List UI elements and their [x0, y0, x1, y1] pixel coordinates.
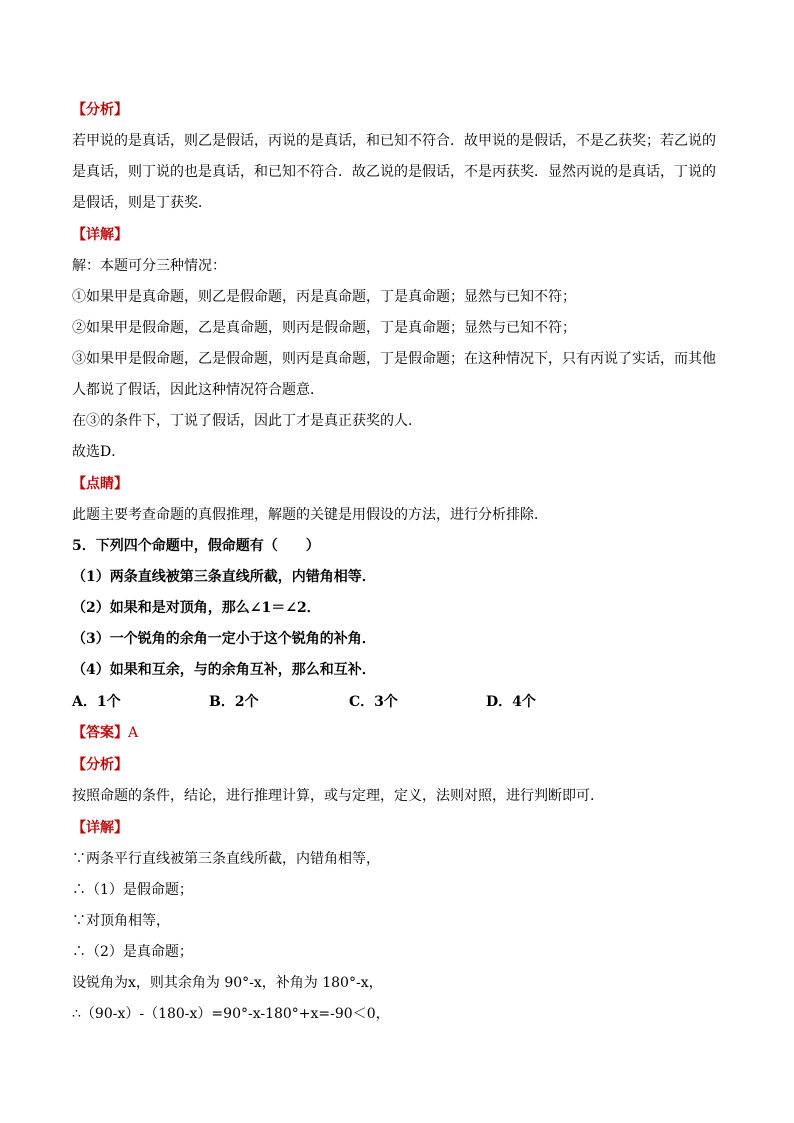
comment-text: 此题主要考查命题的真假推理，解题的关键是用假设的方法，进行分析排除． — [72, 507, 548, 523]
analysis-heading: 【分析】 — [72, 102, 128, 118]
analysis-line-2: 是真话，则丁说的也是真话，和已知不符合．故乙说的是假话，不是丙获奖．显然丙说的是真话，丁说的 — [72, 164, 716, 180]
answer-label: 【答案】 — [72, 725, 128, 741]
detail-line-4: ③如果甲是假命题，乙是假命题，则丙是真命题，丁是假命题；在这种情况下，只有丙说了实话，而其他 — [72, 351, 716, 367]
q5-detail-line-2: ∴（1）是假命题； — [72, 882, 193, 898]
detail-line-7: 故选D． — [72, 444, 126, 460]
q5-detail-line-4: ∴（2）是真命题； — [72, 944, 193, 960]
analysis-line-1: 若甲说的是真话，则乙是假话，丙说的是真话，和已知不符合．故甲说的是假话，不是乙获奖；若乙说的 — [72, 133, 716, 149]
q5-analysis-heading: 【分析】 — [72, 757, 128, 773]
q5-analysis-text: 按照命题的条件，结论，进行推理计算，或与定理，定义，法则对照，进行判断即可. — [72, 788, 595, 804]
question-5-item-1: （1）两条直线被第三条直线所截，内错角相等． — [72, 569, 376, 585]
q5-detail-line-3: ∵对顶角相等， — [72, 913, 170, 929]
option-a: A．1个 — [72, 694, 121, 710]
q5-detail-line-1: ∵两条平行直线被第三条直线所截，内错角相等， — [72, 851, 380, 867]
answer-value: A — [128, 725, 139, 741]
detail-line-5: 人都说了假话，因此这种情况符合题意． — [72, 382, 324, 398]
option-b: B．2个 — [209, 694, 259, 710]
detail-heading: 【详解】 — [72, 227, 128, 243]
question-5-item-3: （3）一个锐角的余角一定小于这个锐角的补角． — [72, 631, 376, 647]
detail-line-1: 解：本题可分三种情况： — [72, 258, 226, 274]
detail-line-3: ②如果甲是假命题，乙是真命题，则丙是假命题，丁是真命题；显然与已知不符； — [72, 320, 576, 336]
analysis-line-3: 是假话，则是丁获奖． — [72, 195, 212, 211]
answer-line — [72, 723, 138, 743]
question-5-stem: 5．下列四个命题中，假命题有（ ） — [72, 538, 320, 554]
detail-line-6: 在③的条件下，丁说了假话，因此丁才是真正获奖的人． — [72, 413, 422, 429]
q5-detail-line-5: 设锐角为x，则其余角为 90°-x，补角为 180°-x， — [72, 975, 383, 991]
comment-heading: 【点睛】 — [72, 476, 128, 492]
option-d: D．4个 — [486, 694, 536, 710]
question-5-options — [72, 692, 722, 712]
detail-line-2: ①如果甲是真命题，则乙是假命题，丙是真命题，丁是真命题；显然与已知不符； — [72, 289, 576, 305]
q5-detail-heading: 【详解】 — [72, 820, 128, 836]
option-c: C．3个 — [349, 694, 398, 710]
question-5-item-4: （4）如果和互余，与的余角互补，那么和互补． — [72, 662, 376, 678]
q5-detail-line-6: ∴（90-x）-（180-x）=90°-x-180°+x=-90＜0， — [72, 1006, 390, 1022]
question-5-item-2: （2）如果和是对顶角，那么∠1＝∠2． — [72, 600, 321, 616]
